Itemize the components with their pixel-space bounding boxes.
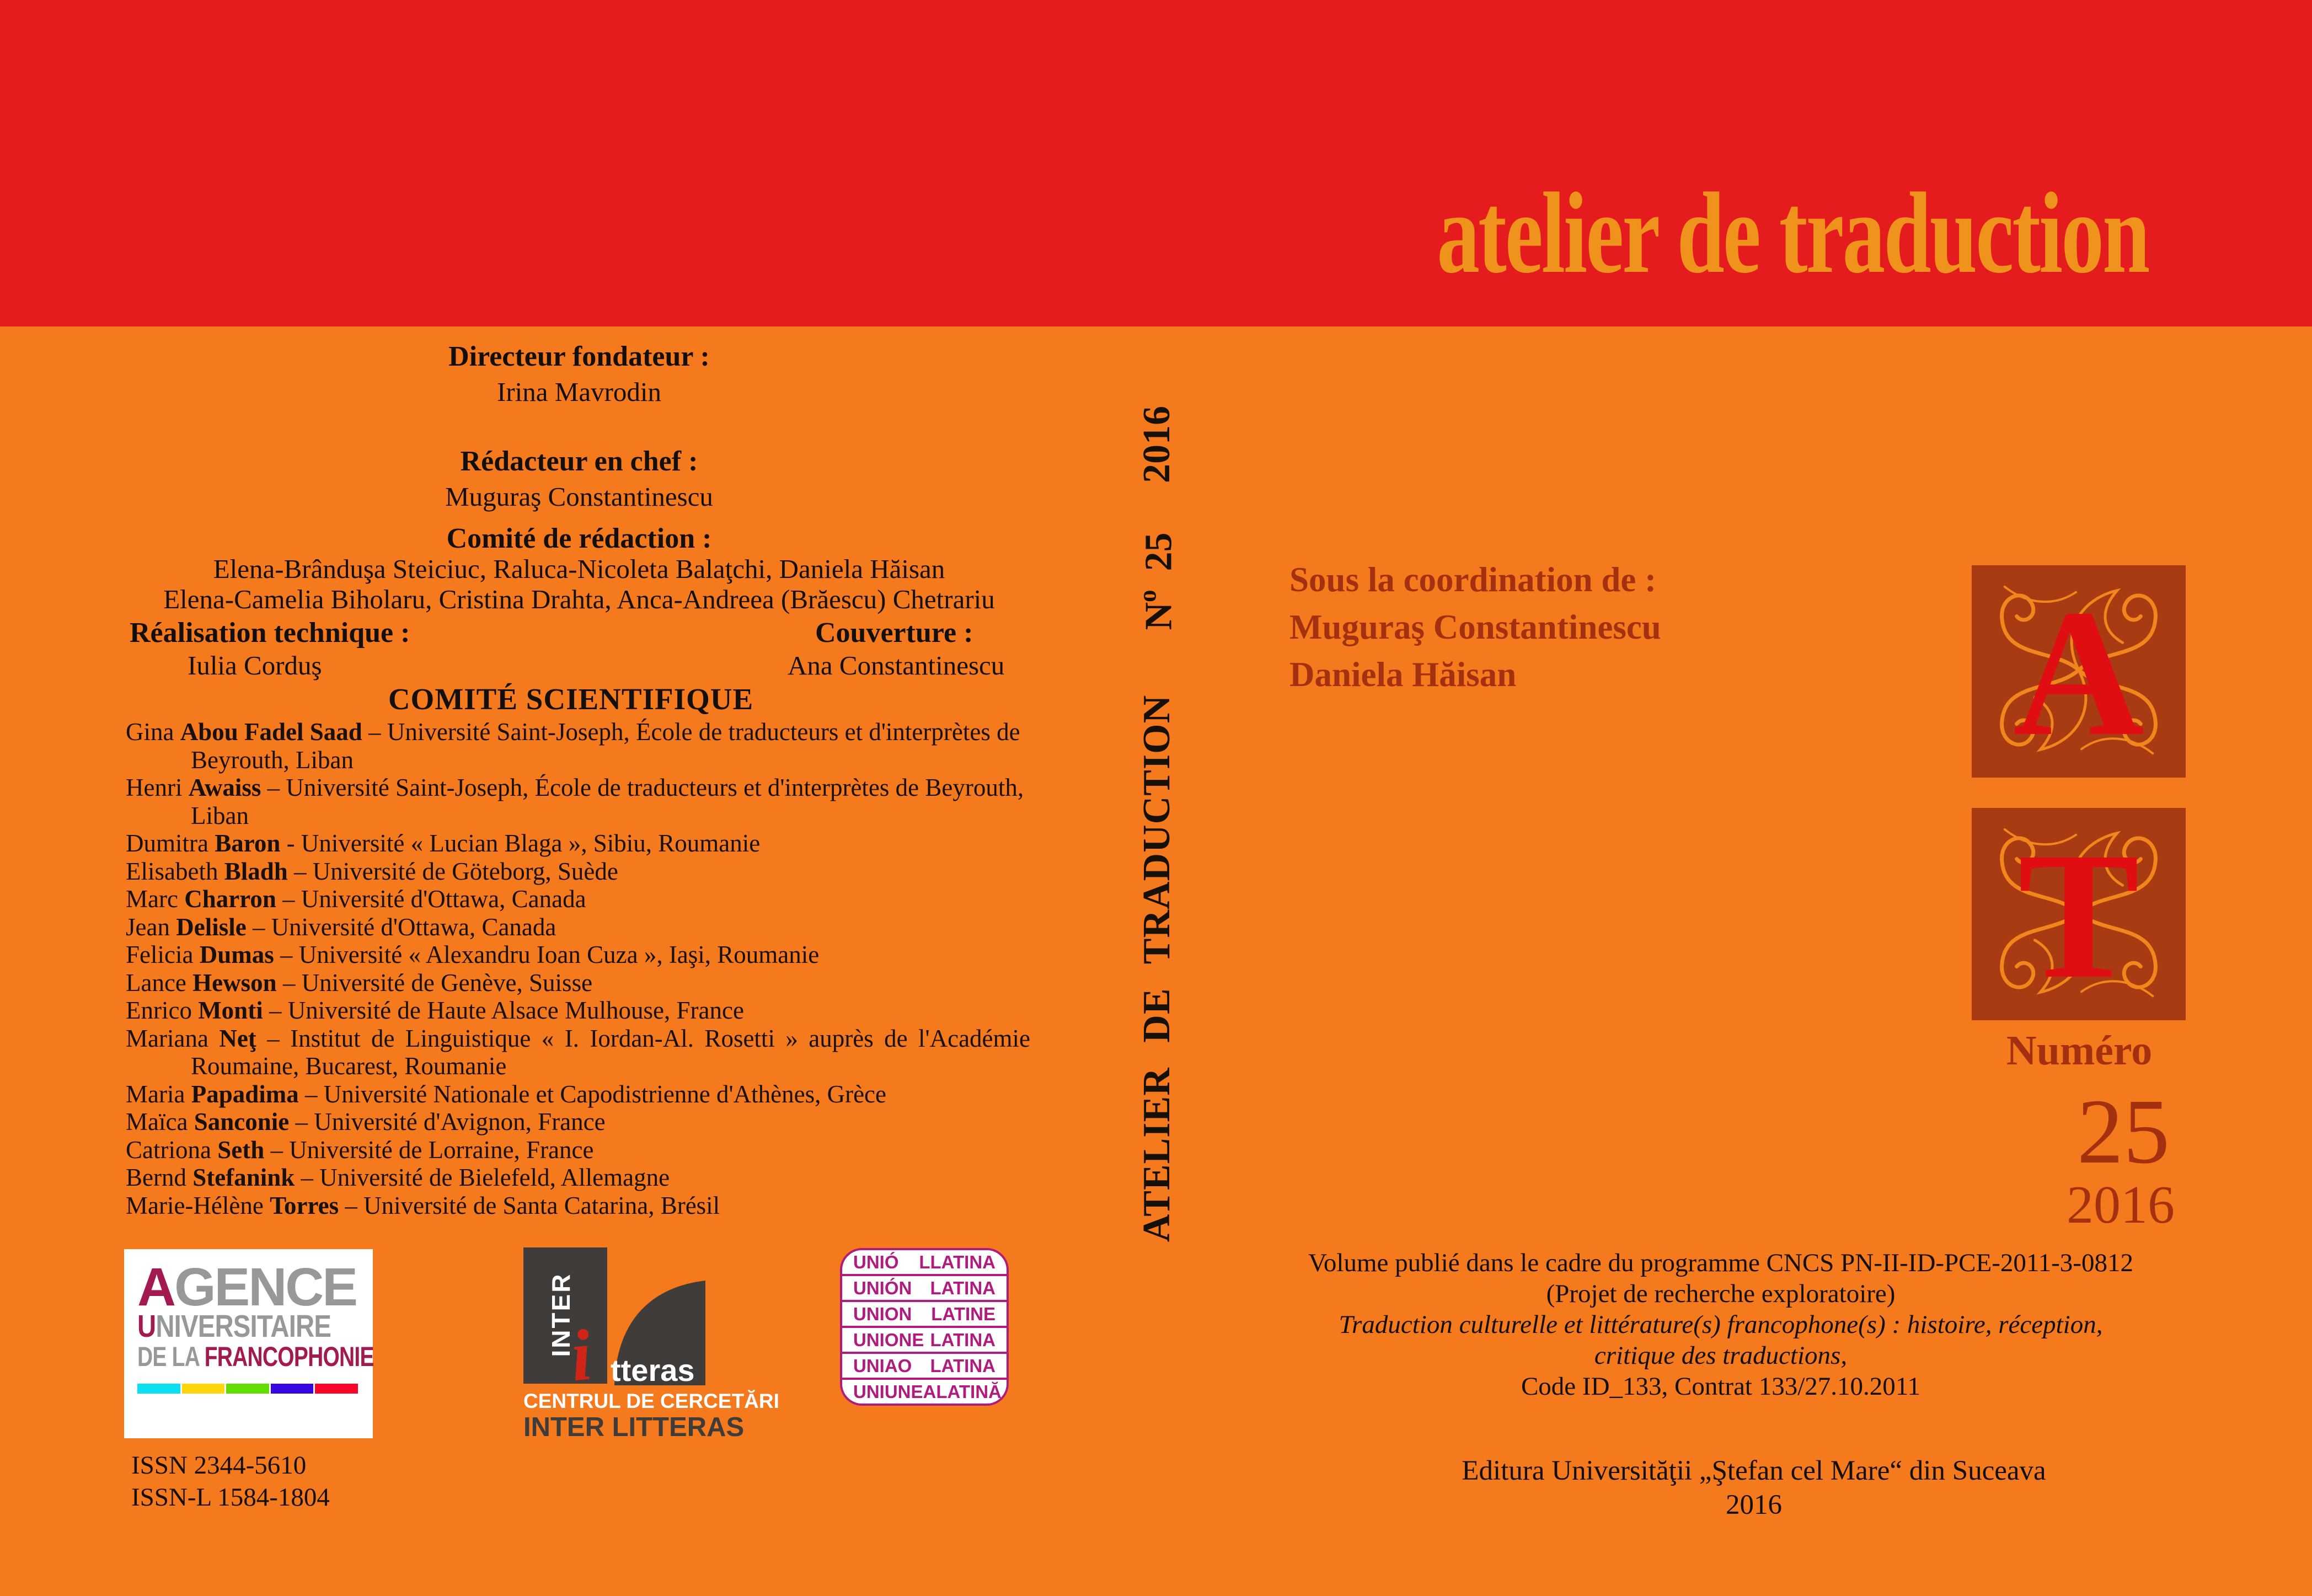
issn-l-number: ISSN-L 1584-1804 [131, 1483, 330, 1512]
inter-caption-1: CENTRUL DE CERCETĂRI [523, 1390, 779, 1412]
strip-color [315, 1384, 358, 1394]
badge-row: UNIÓ LLATINA [840, 1248, 1009, 1276]
auf-line1: AGENCE [137, 1257, 357, 1317]
committee-member: Elisabeth Bladh – Université de Göteborg, Suède [126, 857, 618, 885]
scientific-committee-title: COMITÉ SCIENTIFIQUE [388, 682, 754, 716]
scientific-committee-list [126, 718, 1030, 1219]
publisher-name: Editura Universităţii „Ştefan cel Mare“ din Suceava [1462, 1455, 2046, 1486]
program-note [1252, 1247, 2190, 1402]
cover-design-name: Ana Constantinescu [788, 650, 1005, 681]
title-band [0, 0, 2312, 326]
badge-row: UNIONE LATINA [840, 1326, 1009, 1354]
journal-title: atelier de traduction [1436, 169, 2148, 297]
cover-design-label: Couverture : [815, 617, 973, 649]
editor-name: Muguraş Constantinescu [445, 481, 713, 512]
director-name: Irina Mavrodin [497, 377, 661, 407]
inter-litteras-logo [523, 1247, 779, 1446]
committee-member: Henri Awaiss – Université Saint-Joseph, École de traducteurs et d'interprètes de Beyrouth, Liban [126, 774, 1024, 829]
committee-member: Mariana Neţ – Institut de Linguistique « I. Iordan-Al. Rosetti » auprès de l'Académie Roumaine, Bucarest, Roumanie [126, 1024, 1030, 1080]
numero-label: Numéro [2006, 1027, 2153, 1074]
strip-color [226, 1384, 269, 1394]
spine-year: 2016 [1136, 406, 1178, 483]
program-line: Code ID_133, Contrat 133/27.10.2011 [1521, 1372, 1921, 1401]
inter-caption-2: INTER LITTERAS [523, 1412, 745, 1442]
committee-member: Lance Hewson – Université de Genève, Suisse [126, 968, 593, 997]
committee-member: Enrico Monti – Université de Haute Alsace Mulhouse, France [126, 997, 744, 1024]
auf-logo [124, 1249, 373, 1438]
committee-member: Felicia Dumas – Université « Alexandru Ioan Cuza », Iaşi, Roumanie [126, 941, 820, 968]
director-label: Directeur fondateur : [448, 341, 710, 372]
ornament-square-a [1972, 565, 2186, 778]
badge-row: UNIAO LATINA [840, 1352, 1009, 1380]
publisher-block [1335, 1454, 2173, 1522]
inter-script-i: i [566, 1314, 596, 1397]
committee-member: Gina Abou Fadel Saad – Université Saint-Joseph, École de traducteurs et d'interprètes de Beyrouth, Liban [126, 718, 1020, 774]
inter-vertical-label: INTER [547, 1272, 575, 1357]
committee-member: Dumitra Baron - Université « Lucian Blaga », Sibiu, Roumanie [126, 829, 761, 857]
strip-color [271, 1384, 314, 1394]
committee-member: Jean Delisle – Université d'Ottawa, Canada [126, 913, 556, 941]
technical-name: Iulia Corduş [188, 650, 322, 681]
program-line-italic: critique des traductions, [1594, 1341, 1848, 1370]
program-line: Volume publié dans le cadre du programme CNCS PN-II-ID-PCE-2011-3-0812 [1308, 1249, 2133, 1277]
technical-label: Réalisation technique : [130, 617, 410, 649]
issue-number: 25 [2077, 1080, 2170, 1183]
initial-letter-t: T [2017, 815, 2140, 1016]
inter-suffix-label: tteras [611, 1353, 695, 1388]
spine-title: ATELIER DE TRADUCTION [1136, 694, 1178, 1242]
editor-label: Rédacteur en chef : [460, 446, 698, 477]
badge-row: UNIUNEA LATINĂ [840, 1378, 1009, 1406]
union-latine-badge [840, 1248, 1009, 1406]
auf-line2: UNIVERSITAIRE [137, 1309, 331, 1345]
initial-letter-a: A [2013, 572, 2145, 774]
program-line: (Projet de recherche exploratoire) [1546, 1279, 1896, 1308]
spine-number: $N^o25$ [1133, 532, 1180, 630]
committee-member: Maïca Sanconie – Université d'Avignon, France [126, 1108, 606, 1136]
auf-color-strip [137, 1384, 358, 1394]
coordinator-name: Daniela Hăisan [1289, 655, 1517, 694]
issue-year: 2016 [2067, 1175, 2175, 1235]
program-line-italic: Traduction culturelle et littérature(s) francophone(s) : histoire, réception, [1339, 1310, 2103, 1339]
redaction-line: Elena-Camelia Biholaru, Cristina Drahta, Anca-Andreea (Brăescu) Chetrariu [163, 584, 995, 614]
committee-member: Marie-Hélène Torres – Université de Santa Catarina, Brésil [126, 1191, 720, 1219]
badge-row: UNION LATINE [840, 1300, 1009, 1328]
redaction-line: Elena-Brânduşa Steiciuc, Raluca-Nicoleta Balaţchi, Daniela Hăisan [213, 554, 945, 584]
auf-line3: DE LA FRANCOPHONIE [137, 1341, 374, 1373]
strip-color [182, 1384, 225, 1394]
ornament-square-t [1972, 808, 2186, 1020]
committee-member: Maria Papadima – Université Nationale et Capodistrienne d'Athènes, Grèce [126, 1080, 886, 1108]
coordination-block [1289, 556, 1661, 698]
strip-color [137, 1384, 180, 1394]
coordination-label: Sous la coordination de : [1289, 560, 1657, 599]
badge-row: UNIÓN LATINA [840, 1274, 1009, 1302]
committee-member: Bernd Stefanink – Université de Bielefeld, Allemagne [126, 1164, 670, 1191]
committee-member: Catriona Seth – Université de Lorraine, France [126, 1136, 594, 1164]
coordinator-name: Muguraş Constantinescu [1289, 608, 1661, 646]
publisher-year: 2016 [1726, 1490, 1782, 1520]
committee-member: Marc Charron – Université d'Ottawa, Canada [126, 885, 586, 913]
redaction-label: Comité de rédaction : [446, 523, 712, 554]
issn-number: ISSN 2344-5610 [131, 1451, 307, 1480]
